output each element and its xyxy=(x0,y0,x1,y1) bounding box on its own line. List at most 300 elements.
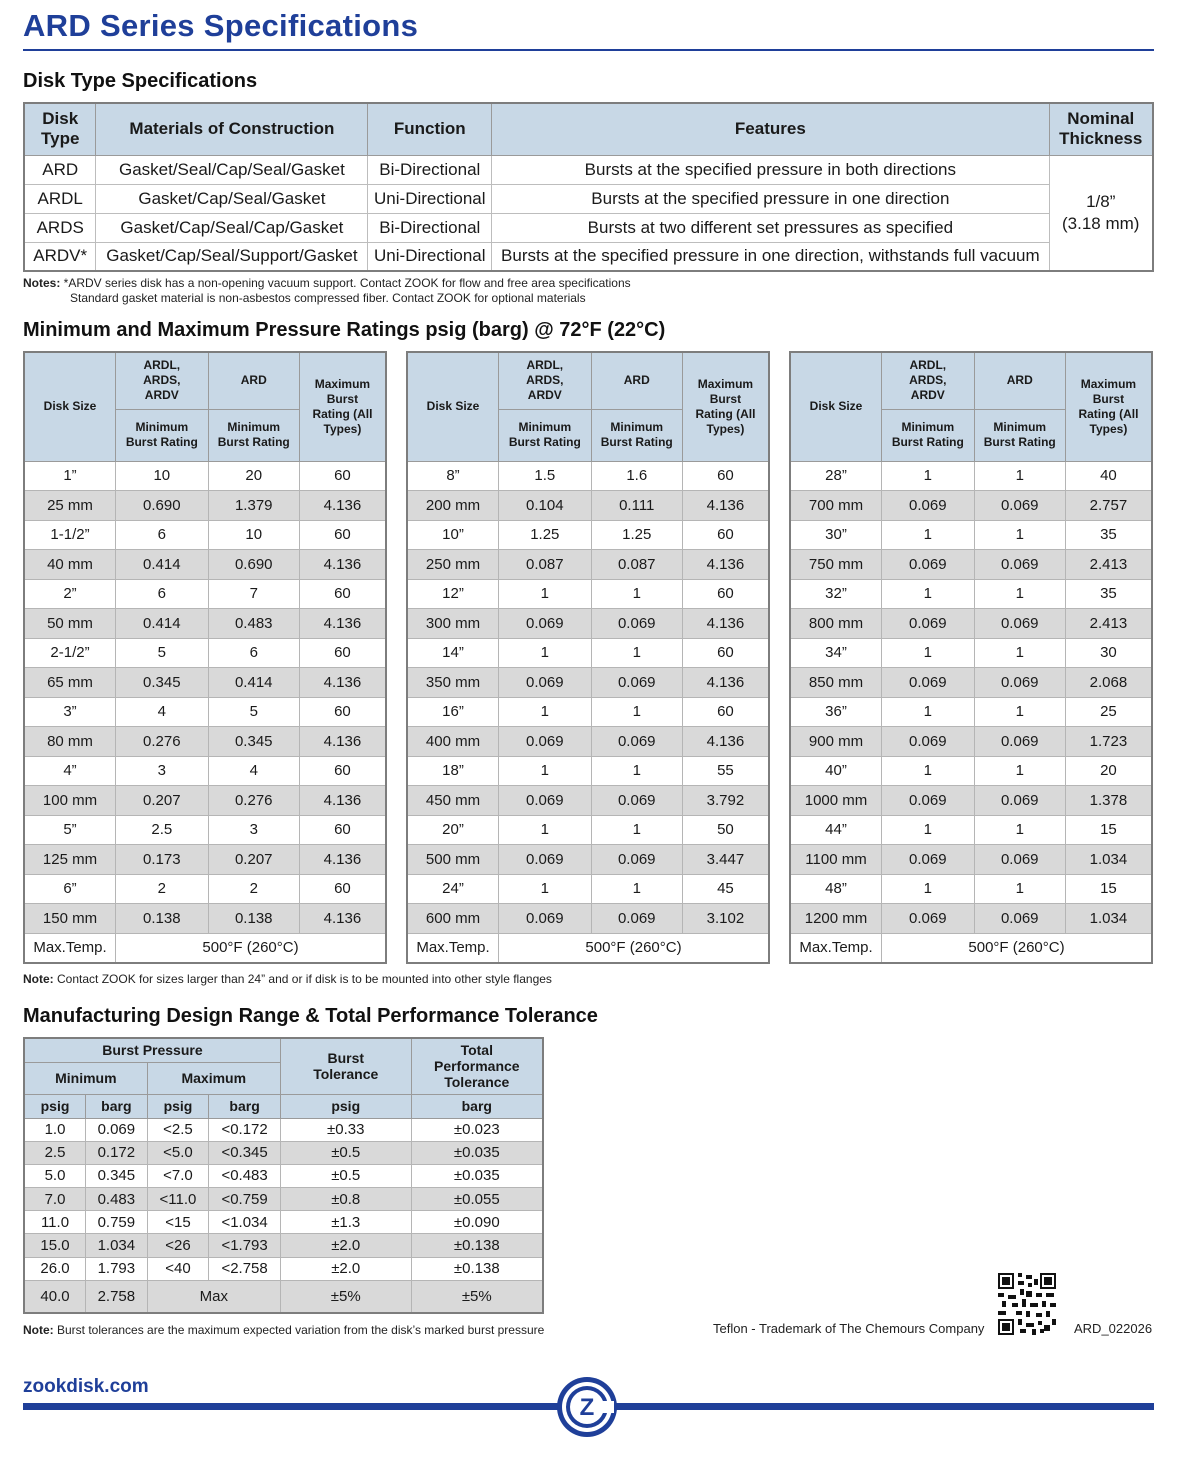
cell: 0.069 xyxy=(882,609,975,639)
header-min-burst: Minimum Burst Rating xyxy=(116,409,209,461)
cell: 4 xyxy=(116,697,209,727)
cell: ±5% xyxy=(411,1280,543,1313)
cell: 0.069 xyxy=(591,786,682,816)
cell: 3.447 xyxy=(682,845,769,875)
cell: 60 xyxy=(682,461,769,491)
header-burst-pressure: Burst Pressure xyxy=(24,1038,280,1062)
cell: 11.0 xyxy=(24,1211,86,1234)
cell: 80 mm xyxy=(24,727,116,757)
cell: <5.0 xyxy=(147,1141,209,1164)
cell: 0.069 xyxy=(86,1118,148,1141)
table-row xyxy=(407,845,769,875)
table-row xyxy=(24,461,386,491)
cell: 0.069 xyxy=(499,727,592,757)
cell: 0.276 xyxy=(116,727,209,757)
table-row xyxy=(790,461,1152,491)
cell: 1 xyxy=(882,874,975,904)
cell: 20 xyxy=(208,461,299,491)
cell: 0.069 xyxy=(591,609,682,639)
cell: 0.087 xyxy=(591,550,682,580)
disk-materials: Gasket/Cap/Seal/Support/Gasket xyxy=(96,242,368,271)
table-row xyxy=(24,520,386,550)
cell: 0.111 xyxy=(591,491,682,521)
cell: 1 xyxy=(882,756,975,786)
header-max-barg: barg xyxy=(209,1094,281,1118)
max-temp-value: 500°F (260°C) xyxy=(499,933,769,963)
cell: ±0.5 xyxy=(280,1141,411,1164)
cell: 2.413 xyxy=(1065,550,1152,580)
header-ardl-ards-ardv: ARDL, ARDS, ARDV xyxy=(499,352,592,409)
cell: 1 xyxy=(591,697,682,727)
cell: <0.172 xyxy=(209,1118,281,1141)
cell: 6 xyxy=(116,520,209,550)
cell: 4.136 xyxy=(299,668,386,698)
cell: 1 xyxy=(882,697,975,727)
cell: 800 mm xyxy=(790,609,882,639)
cell: 750 mm xyxy=(790,550,882,580)
table-row xyxy=(24,668,386,698)
header-function: Function xyxy=(368,103,492,155)
cell: 14” xyxy=(407,638,499,668)
table-row xyxy=(24,1164,543,1187)
cell: 18” xyxy=(407,756,499,786)
cell: 5.0 xyxy=(24,1164,86,1187)
cell: 12” xyxy=(407,579,499,609)
zook-logo-icon xyxy=(556,1376,618,1438)
cell: 0.345 xyxy=(86,1164,148,1187)
header-total-performance: Total Performance Tolerance xyxy=(411,1038,543,1094)
cell: 16” xyxy=(407,697,499,727)
cell: 1 xyxy=(882,815,975,845)
cell: <15 xyxy=(147,1211,209,1234)
note-text: Contact ZOOK for sizes larger than 24” and or if disk is to be mounted into other style flanges xyxy=(53,972,552,986)
table-row xyxy=(407,697,769,727)
cell: 300 mm xyxy=(407,609,499,639)
cell: <1.793 xyxy=(209,1234,281,1257)
header-tol-psig: psig xyxy=(280,1094,411,1118)
cell: 6” xyxy=(24,874,116,904)
table-row xyxy=(24,491,386,521)
header-disk-size: Disk Size xyxy=(24,352,116,461)
pressure-table-1 xyxy=(23,351,387,964)
cell: 0.138 xyxy=(116,904,209,934)
tolerance-section-heading: Manufacturing Design Range & Total Performance Tolerance xyxy=(23,1005,598,1027)
cell: 60 xyxy=(299,579,386,609)
table-row xyxy=(790,579,1152,609)
cell: 4.136 xyxy=(299,845,386,875)
cell: 34” xyxy=(790,638,882,668)
cell: 1 xyxy=(591,756,682,786)
logo-letter: Z xyxy=(579,1394,595,1421)
table-row xyxy=(24,904,386,934)
cell: 0.069 xyxy=(882,845,975,875)
cell: 250 mm xyxy=(407,550,499,580)
cell: 3 xyxy=(208,815,299,845)
cell: 0.069 xyxy=(882,668,975,698)
cell: 10 xyxy=(208,520,299,550)
cell: 3 xyxy=(116,756,209,786)
cell: 2-1/2” xyxy=(24,638,116,668)
cell: <0.759 xyxy=(209,1188,281,1211)
cell: 36” xyxy=(790,697,882,727)
header-thickness: Nominal Thickness xyxy=(1049,103,1153,155)
table-row xyxy=(24,550,386,580)
cell: 1 xyxy=(591,874,682,904)
disk-type-table xyxy=(23,102,1154,272)
cell: 4.136 xyxy=(682,550,769,580)
cell: 0.483 xyxy=(208,609,299,639)
pressure-table-3 xyxy=(789,351,1153,964)
table-row xyxy=(790,697,1152,727)
cell: 4.136 xyxy=(299,550,386,580)
header-minimum: Minimum xyxy=(24,1062,147,1094)
table-row xyxy=(24,933,386,963)
cell: 1 xyxy=(974,815,1065,845)
cell: 0.207 xyxy=(208,845,299,875)
table-row xyxy=(24,1257,543,1280)
header-maximum: Maximum xyxy=(147,1062,280,1094)
cell: 4.136 xyxy=(299,904,386,934)
cell: 2 xyxy=(116,874,209,904)
cell: 0.690 xyxy=(116,491,209,521)
cell: 10” xyxy=(407,520,499,550)
table-row xyxy=(24,609,386,639)
header-min-burst: Minimum Burst Rating xyxy=(882,409,975,461)
cell: 1 xyxy=(882,638,975,668)
cell: <1.034 xyxy=(209,1211,281,1234)
cell: 2 xyxy=(208,874,299,904)
page-title: ARD Series Specifications xyxy=(23,8,419,43)
disk-materials: Gasket/Cap/Seal/Cap/Gasket xyxy=(96,213,368,242)
pressure-note xyxy=(23,972,552,987)
cell: 1 xyxy=(499,874,592,904)
cell: 600 mm xyxy=(407,904,499,934)
cell: 1 xyxy=(974,874,1065,904)
cell: 100 mm xyxy=(24,786,116,816)
cell: 0.069 xyxy=(882,550,975,580)
cell: 2.758 xyxy=(86,1280,148,1313)
cell: 4.136 xyxy=(299,727,386,757)
table-row xyxy=(407,874,769,904)
cell: 0.069 xyxy=(974,727,1065,757)
header-min-burst: Minimum Burst Rating xyxy=(974,409,1065,461)
header-max-burst: Maximum Burst Rating (All Types) xyxy=(1065,352,1152,461)
cell: 8” xyxy=(407,461,499,491)
cell: 1.378 xyxy=(1065,786,1152,816)
document-code: ARD_022026 xyxy=(1074,1321,1153,1336)
cell: 1.25 xyxy=(499,520,592,550)
cell: 60 xyxy=(299,697,386,727)
cell: 60 xyxy=(682,579,769,609)
cell: 15 xyxy=(1065,874,1152,904)
cell: 6 xyxy=(116,579,209,609)
table-row xyxy=(24,874,386,904)
header-max-psig: psig xyxy=(147,1094,209,1118)
cell: 1 xyxy=(499,756,592,786)
cell: 5 xyxy=(116,638,209,668)
cell: 1 xyxy=(499,579,592,609)
pressure-table-2 xyxy=(406,351,770,964)
header-ard: ARD xyxy=(974,352,1065,409)
table-row xyxy=(24,638,386,668)
cell: ±0.035 xyxy=(411,1164,543,1187)
cell: 0.759 xyxy=(86,1211,148,1234)
pressure-section-heading: Minimum and Maximum Pressure Ratings psig (barg) @ 72°F (22°C) xyxy=(23,319,666,341)
header-ardl-ards-ardv: ARDL, ARDS, ARDV xyxy=(116,352,209,409)
cell: 32” xyxy=(790,579,882,609)
cell: 1 xyxy=(499,697,592,727)
cell: 900 mm xyxy=(790,727,882,757)
table-row xyxy=(407,520,769,550)
table-row xyxy=(407,756,769,786)
cell: 2.068 xyxy=(1065,668,1152,698)
cell: 0.069 xyxy=(974,550,1065,580)
cell: 30” xyxy=(790,520,882,550)
header-ard: ARD xyxy=(591,352,682,409)
disk-table-header xyxy=(24,103,1153,155)
cell: 500 mm xyxy=(407,845,499,875)
cell: ±5% xyxy=(280,1280,411,1313)
cell: 10 xyxy=(116,461,209,491)
website-link[interactable]: zookdisk.com xyxy=(23,1376,149,1397)
cell: 0.069 xyxy=(499,904,592,934)
disk-notes xyxy=(23,276,631,306)
cell: 700 mm xyxy=(790,491,882,521)
cell: <26 xyxy=(147,1234,209,1257)
table-row xyxy=(790,904,1152,934)
cell: ±0.023 xyxy=(411,1118,543,1141)
cell: 20 xyxy=(1065,756,1152,786)
cell: 0.104 xyxy=(499,491,592,521)
cell: Max xyxy=(147,1280,280,1313)
cell: 1000 mm xyxy=(790,786,882,816)
cell: ±2.0 xyxy=(280,1257,411,1280)
cell: 125 mm xyxy=(24,845,116,875)
cell: 0.172 xyxy=(86,1141,148,1164)
header-ardl-ards-ardv: ARDL, ARDS, ARDV xyxy=(882,352,975,409)
table-row xyxy=(790,933,1152,963)
cell: 3.792 xyxy=(682,786,769,816)
cell: 0.069 xyxy=(974,786,1065,816)
disk-function: Bi-Directional xyxy=(368,213,492,242)
cell: 4.136 xyxy=(682,668,769,698)
cell: 15.0 xyxy=(24,1234,86,1257)
cell: 1 xyxy=(974,461,1065,491)
note-label: Note: xyxy=(23,972,54,986)
disk-section-heading: Disk Type Specifications xyxy=(23,70,258,92)
cell: <0.345 xyxy=(209,1141,281,1164)
cell: 60 xyxy=(682,697,769,727)
header-burst-tolerance: Burst Tolerance xyxy=(280,1038,411,1094)
cell: 40” xyxy=(790,756,882,786)
cell: 1.6 xyxy=(591,461,682,491)
table-row xyxy=(790,520,1152,550)
cell: 4.136 xyxy=(682,491,769,521)
table-row xyxy=(790,609,1152,639)
cell: 60 xyxy=(682,520,769,550)
disk-materials: Gasket/Cap/Seal/Gasket xyxy=(96,184,368,213)
cell: 0.069 xyxy=(591,845,682,875)
tolerance-table xyxy=(23,1037,544,1314)
cell: 4.136 xyxy=(299,786,386,816)
disk-features: Bursts at the specified pressure in one direction, withstands full vacuum xyxy=(492,242,1049,271)
table-row xyxy=(24,697,386,727)
cell: 1.793 xyxy=(86,1257,148,1280)
cell: 50 mm xyxy=(24,609,116,639)
qr-code-icon[interactable] xyxy=(998,1273,1056,1335)
cell: 60 xyxy=(299,815,386,845)
cell: ±2.0 xyxy=(280,1234,411,1257)
cell: 40 mm xyxy=(24,550,116,580)
table-row xyxy=(24,1118,543,1141)
cell: 850 mm xyxy=(790,668,882,698)
disk-type: ARDV* xyxy=(24,242,96,271)
cell: 40.0 xyxy=(24,1280,86,1313)
cell: 0.207 xyxy=(116,786,209,816)
table-row xyxy=(24,1188,543,1211)
note-label: Note: xyxy=(23,1323,54,1337)
table-row xyxy=(790,491,1152,521)
table-row xyxy=(24,845,386,875)
cell: 30 xyxy=(1065,638,1152,668)
header-disk-type: Disk Type xyxy=(24,103,96,155)
cell: 0.069 xyxy=(974,668,1065,698)
title-divider xyxy=(23,49,1154,51)
cell: <0.483 xyxy=(209,1164,281,1187)
cell: 55 xyxy=(682,756,769,786)
table-row xyxy=(790,815,1152,845)
cell: 5” xyxy=(24,815,116,845)
cell: 4 xyxy=(208,756,299,786)
cell: 1.034 xyxy=(1065,904,1152,934)
cell: 4” xyxy=(24,756,116,786)
max-temp-value: 500°F (260°C) xyxy=(116,933,386,963)
cell: ±0.33 xyxy=(280,1118,411,1141)
header-min-psig: psig xyxy=(24,1094,86,1118)
cell: 0.276 xyxy=(208,786,299,816)
thickness-mm: (3.18 mm) xyxy=(1062,213,1140,233)
header-max-burst: Maximum Burst Rating (All Types) xyxy=(299,352,386,461)
cell: 7.0 xyxy=(24,1188,86,1211)
table-row xyxy=(407,461,769,491)
cell: 50 xyxy=(682,815,769,845)
cell: 44” xyxy=(790,815,882,845)
cell: 0.414 xyxy=(208,668,299,698)
cell: <7.0 xyxy=(147,1164,209,1187)
table-row xyxy=(407,579,769,609)
cell: 1 xyxy=(974,756,1065,786)
table-row xyxy=(24,1211,543,1234)
cell: 0.087 xyxy=(499,550,592,580)
cell: 350 mm xyxy=(407,668,499,698)
table-row xyxy=(24,1234,543,1257)
cell: 0.069 xyxy=(499,668,592,698)
cell: 0.069 xyxy=(499,609,592,639)
cell: 1200 mm xyxy=(790,904,882,934)
cell: 2” xyxy=(24,579,116,609)
table-row xyxy=(407,815,769,845)
table-row xyxy=(407,638,769,668)
cell: 4.136 xyxy=(299,491,386,521)
cell: 0.069 xyxy=(974,904,1065,934)
header-min-burst: Minimum Burst Rating xyxy=(499,409,592,461)
cell: 1 xyxy=(882,520,975,550)
header-tol-barg: barg xyxy=(411,1094,543,1118)
table-row xyxy=(24,579,386,609)
table-row xyxy=(407,904,769,934)
cell: ±0.8 xyxy=(280,1188,411,1211)
cell: ±0.138 xyxy=(411,1234,543,1257)
note-ardv: *ARDV series disk has a non-opening vacuum support. Contact ZOOK for flow and free area specifications xyxy=(60,276,631,290)
disk-row xyxy=(24,184,1153,213)
cell: 150 mm xyxy=(24,904,116,934)
header-ard: ARD xyxy=(208,352,299,409)
cell: 3.102 xyxy=(682,904,769,934)
max-temp-value: 500°F (260°C) xyxy=(882,933,1152,963)
cell: 40 xyxy=(1065,461,1152,491)
note-text: Burst tolerances are the maximum expected variation from the disk’s marked burst pressure xyxy=(53,1323,545,1337)
header-materials: Materials of Construction xyxy=(96,103,368,155)
table-row xyxy=(24,756,386,786)
cell: 0.069 xyxy=(974,845,1065,875)
note-gasket: Standard gasket material is non-asbestos compressed fiber. Contact ZOOK for optional materials xyxy=(70,291,586,305)
cell: 60 xyxy=(299,638,386,668)
table-row xyxy=(407,491,769,521)
cell: 35 xyxy=(1065,579,1152,609)
cell: 15 xyxy=(1065,815,1152,845)
cell: 1 xyxy=(591,815,682,845)
cell: 2.413 xyxy=(1065,609,1152,639)
max-temp-label: Max.Temp. xyxy=(790,933,882,963)
cell: 1 xyxy=(974,638,1065,668)
cell: 0.138 xyxy=(208,904,299,934)
table-row xyxy=(24,1141,543,1164)
cell: 1.5 xyxy=(499,461,592,491)
cell: <11.0 xyxy=(147,1188,209,1211)
cell: 60 xyxy=(299,874,386,904)
header-disk-size: Disk Size xyxy=(790,352,882,461)
disk-row xyxy=(24,155,1153,184)
table-row xyxy=(790,668,1152,698)
cell: 1100 mm xyxy=(790,845,882,875)
cell: ±0.138 xyxy=(411,1257,543,1280)
tolerance-note xyxy=(23,1323,544,1338)
cell: 4.136 xyxy=(299,609,386,639)
cell: 4.136 xyxy=(682,727,769,757)
cell: 0.069 xyxy=(882,786,975,816)
cell: 0.414 xyxy=(116,550,209,580)
cell: 60 xyxy=(299,461,386,491)
cell: 6 xyxy=(208,638,299,668)
cell: 45 xyxy=(682,874,769,904)
cell: ±0.090 xyxy=(411,1211,543,1234)
cell: 7 xyxy=(208,579,299,609)
cell: 2.5 xyxy=(116,815,209,845)
cell: 0.069 xyxy=(974,491,1065,521)
cell: 65 mm xyxy=(24,668,116,698)
cell: ±0.055 xyxy=(411,1188,543,1211)
cell: 1 xyxy=(974,697,1065,727)
notes-label: Notes: xyxy=(23,276,61,290)
tolerance-rows xyxy=(24,1118,543,1280)
table-row xyxy=(790,550,1152,580)
cell: 1 xyxy=(591,579,682,609)
table-row xyxy=(790,727,1152,757)
table-row xyxy=(407,668,769,698)
cell: 1 xyxy=(882,461,975,491)
cell: 1” xyxy=(24,461,116,491)
cell: 0.173 xyxy=(116,845,209,875)
